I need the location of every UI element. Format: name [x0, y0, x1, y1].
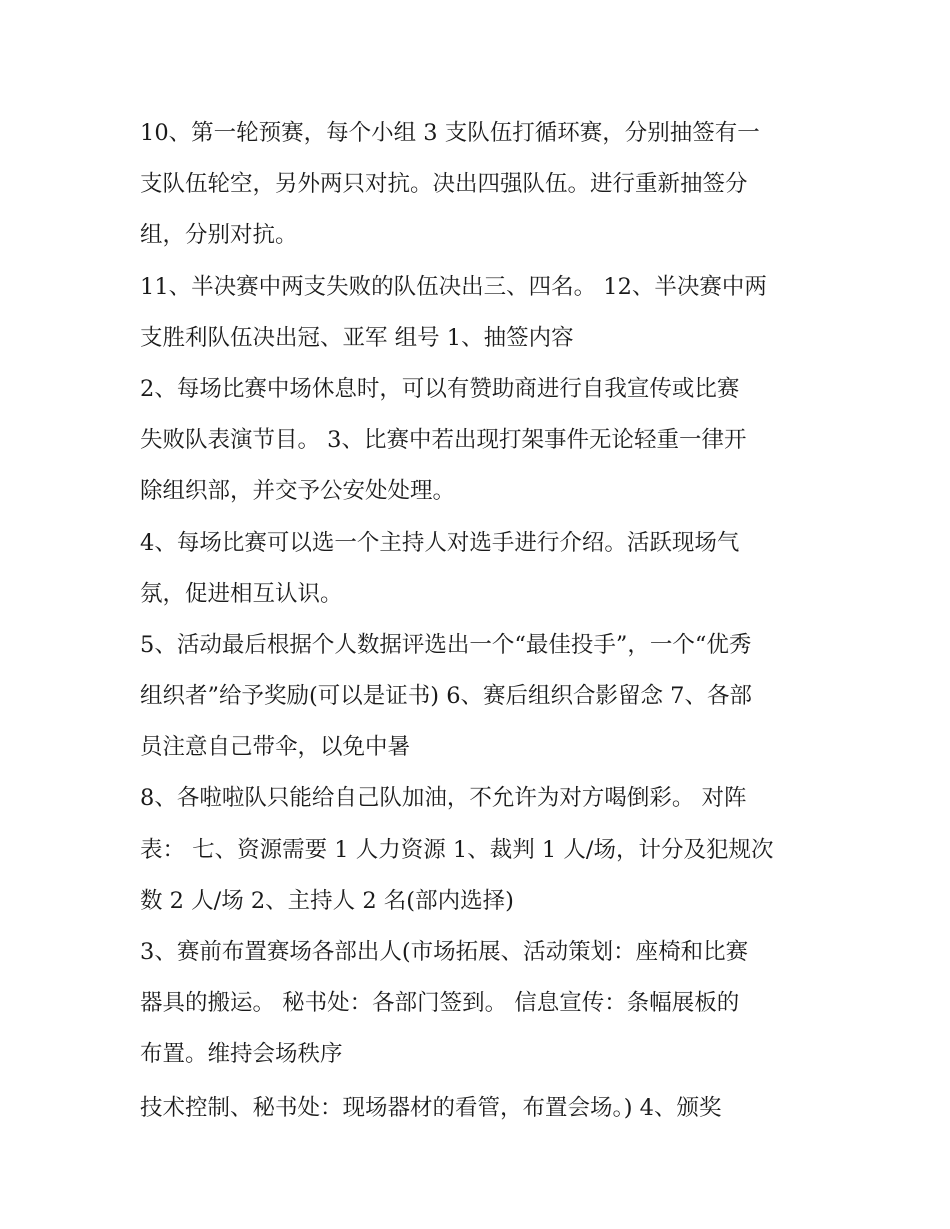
text-line: 氛，促进相互认识。	[140, 580, 343, 607]
text-line: 器具的搬运。 秘书处：各部门签到。 信息宣传：条幅展板的	[140, 990, 740, 1017]
text-line: 支队伍轮空，另外两只对抗。决出四强队伍。进行重新抽签分	[140, 171, 748, 198]
text-line: 2、每场比赛中场休息时，可以有赞助商进行自我宣传或比赛	[140, 375, 740, 402]
text-line: 8、各啦啦队只能给自己队加油，不允许为对方喝倒彩。 对阵	[140, 785, 747, 812]
text-line: 10、第一轮预赛，每个小组 3 支队伍打循环赛，分别抽签有一	[140, 120, 760, 146]
text-line: 11、半决赛中两支失败的队伍决出三、四名。 12、半决赛中两	[140, 273, 767, 300]
text-line: 数 2 人/场 2、主持人 2 名(部内选择)	[140, 887, 514, 914]
text-line: 3、赛前布置赛场各部出人(市场拓展、活动策划：座椅和比赛	[140, 939, 749, 965]
text-line: 组，分别对抗。	[140, 222, 298, 249]
text-line: 除组织部，并交予公安处处理。	[140, 478, 456, 505]
text-line: 表： 七、资源需要 1 人力资源 1、裁判 1 人/场，计分及犯规次	[140, 836, 774, 863]
text-line: 支胜利队伍决出冠、亚军 组号 1、抽签内容	[140, 324, 574, 351]
text-line: 4、每场比赛可以选一个主持人对选手进行介绍。活跃现场气	[140, 529, 740, 556]
text-line: 失败队表演节目。 3、比赛中若出现打架事件无论轻重一律开	[140, 427, 747, 454]
text-line: 技术控制、秘书处：现场器材的看管，布置会场。) 4、颁奖	[140, 1094, 722, 1121]
text-line: 5、活动最后根据个人数据评选出一个“最佳投手”，一个“优秀	[140, 631, 752, 658]
text-line: 布置。维持会场秩序	[140, 1041, 343, 1068]
document-page	[140, 108, 820, 1134]
text-line: 员注意自己带伞，以免中暑	[140, 734, 411, 761]
text-line: 组织者”给予奖励(可以是证书) 6、赛后组织合影留念 7、各部	[140, 683, 752, 710]
